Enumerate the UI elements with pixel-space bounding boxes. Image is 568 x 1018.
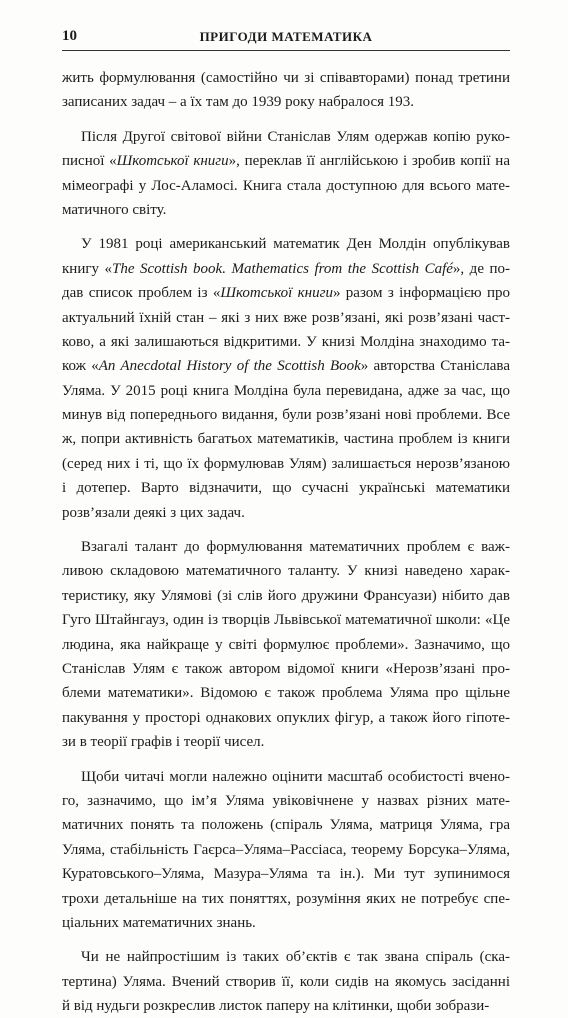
text-line: актуальний їхній стан – які з них вже розв’язані, які розв’язані част- xyxy=(62,309,510,326)
paragraph-gap xyxy=(62,222,510,232)
text-line: минув від попереднього видання, були розв’язані нові проблеми. Все xyxy=(62,407,510,424)
text-line: дав список проблем із «Шкотської книги» разом з інформацією про xyxy=(62,285,510,302)
paragraph xyxy=(62,535,510,755)
text-line: розв’язали деякі з цих задач. xyxy=(62,504,245,521)
text-line: і дотепер. Варто відзначити, що сучасні українські математики xyxy=(62,480,510,497)
text-line: кож «An Anecdotal History of the Scottish Book» авторства Станіслава xyxy=(62,358,510,375)
page-number: 10 xyxy=(62,28,77,44)
text-line: матичного світу. xyxy=(62,201,167,218)
text-line: Станіслав Улям є також автором відомої книги «Нерозв’язані про- xyxy=(62,660,510,677)
text-line: Після Другої світової війни Станіслав Улям одержав копію руко- xyxy=(81,128,510,145)
text-line: людина, яка найкраще у світі формулює проблеми». Зазначимо, що xyxy=(62,636,510,653)
text-line: писної «Шкотської книги», переклав її англійською і зробив копії на xyxy=(62,153,510,170)
page-header xyxy=(62,28,510,51)
text-line: мімеографі у Лос-Аламосі. Книга стала доступною для всього мате- xyxy=(62,177,510,194)
text-line: записаних задач – а їх там до 1939 року набралося 193. xyxy=(62,94,415,111)
text-line: блеми математики». Відомою є також проблема Уляма про щільне xyxy=(62,685,510,702)
running-title: ПРИГОДИ МАТЕМАТИКА xyxy=(199,29,373,44)
paragraph xyxy=(62,66,510,115)
text-line: жить формулювання (самостійно чи зі співавторами) понад третини xyxy=(62,70,510,86)
text-line: (серед них і ті, що їх формулював Улям) залишається нерозв’язаною xyxy=(62,455,510,472)
paragraph-gap xyxy=(62,755,510,765)
paragraph xyxy=(62,765,510,936)
text-line: Гуго Штайнгауз, один із творців Львівської математичної школи: «Це xyxy=(62,612,510,629)
paragraph xyxy=(62,232,510,525)
text-line: У 1981 році американський математик Ден Молдін опублікував xyxy=(81,236,510,253)
text-line: ково, а які залишаються відкритими. У книзі Молдіна знаходимо та- xyxy=(62,333,510,350)
paragraph xyxy=(62,125,510,223)
text-line: й від нудьги розкреслив листок паперу на клітинки, щоби зобрази- xyxy=(62,998,490,1015)
text-line: Куратовського–Уляма, Мазура–Уляма та ін.). Ми тут зупинимося xyxy=(62,866,510,883)
text-line: трохи детальніше на тих поняттях, розуміння яких не потребує спе- xyxy=(62,890,510,907)
text-line: матичних понять та положень (спіраль Уляма, матриця Уляма, гра xyxy=(62,817,510,834)
text-line: Щоби читачі могли належно оцінити масштаб особистості вчено- xyxy=(81,768,510,785)
paragraph-gap xyxy=(62,935,510,945)
paragraph-gap xyxy=(62,115,510,125)
italic-title: An Anecdotal History of the Scottish Book xyxy=(98,358,361,375)
text-line: тертина) Уляма. Вчений створив її, коли сидів на якомусь засіданні xyxy=(62,973,510,990)
text-line: ж, попри активність багатьох математиків, частина проблем із книги xyxy=(62,431,510,448)
text-line: го, зазначимо, що ім’я Уляма увіковічнене у назвах різних мате- xyxy=(62,792,510,809)
text-line: Чи не найпростішим із таких об’єктів є так звана спіраль (ска- xyxy=(81,949,510,966)
body-text xyxy=(62,66,510,1018)
italic-title: Шкотської книги xyxy=(220,285,333,302)
text-line: теристику, яку Улямові (зі слів його дружини Франсуази) нібито дав xyxy=(62,587,510,604)
text-line: зи в теорії графів і теорії чисел. xyxy=(62,734,265,751)
paragraph-gap xyxy=(62,525,510,535)
paragraph xyxy=(62,945,510,1018)
italic-title: The Scottish book. Mathematics from the Scottish Café xyxy=(112,260,453,277)
text-line: Уляма. У 2015 році книга Молдіна була перевидана, адже за час, що xyxy=(62,382,510,399)
text-line: книгу «The Scottish book. Mathematics from the Scottish Café», де по- xyxy=(62,260,511,277)
text-line: Уляма, стабільність Гаєрса–Уляма–Рассіаса, теорему Борсука–Уляма, xyxy=(62,841,510,858)
text-line: Взагалі талант до формулювання математичних проблем є важ- xyxy=(81,539,510,556)
text-line: ціальних математичних знань. xyxy=(62,914,256,931)
italic-title: Шкотської книги xyxy=(116,153,229,170)
text-line: ливою складовою математичного таланту. У книзі наведено харак- xyxy=(62,563,510,580)
text-line: пакування у просторі однакових опуклих фігур, а також його гіпоте- xyxy=(62,709,510,726)
